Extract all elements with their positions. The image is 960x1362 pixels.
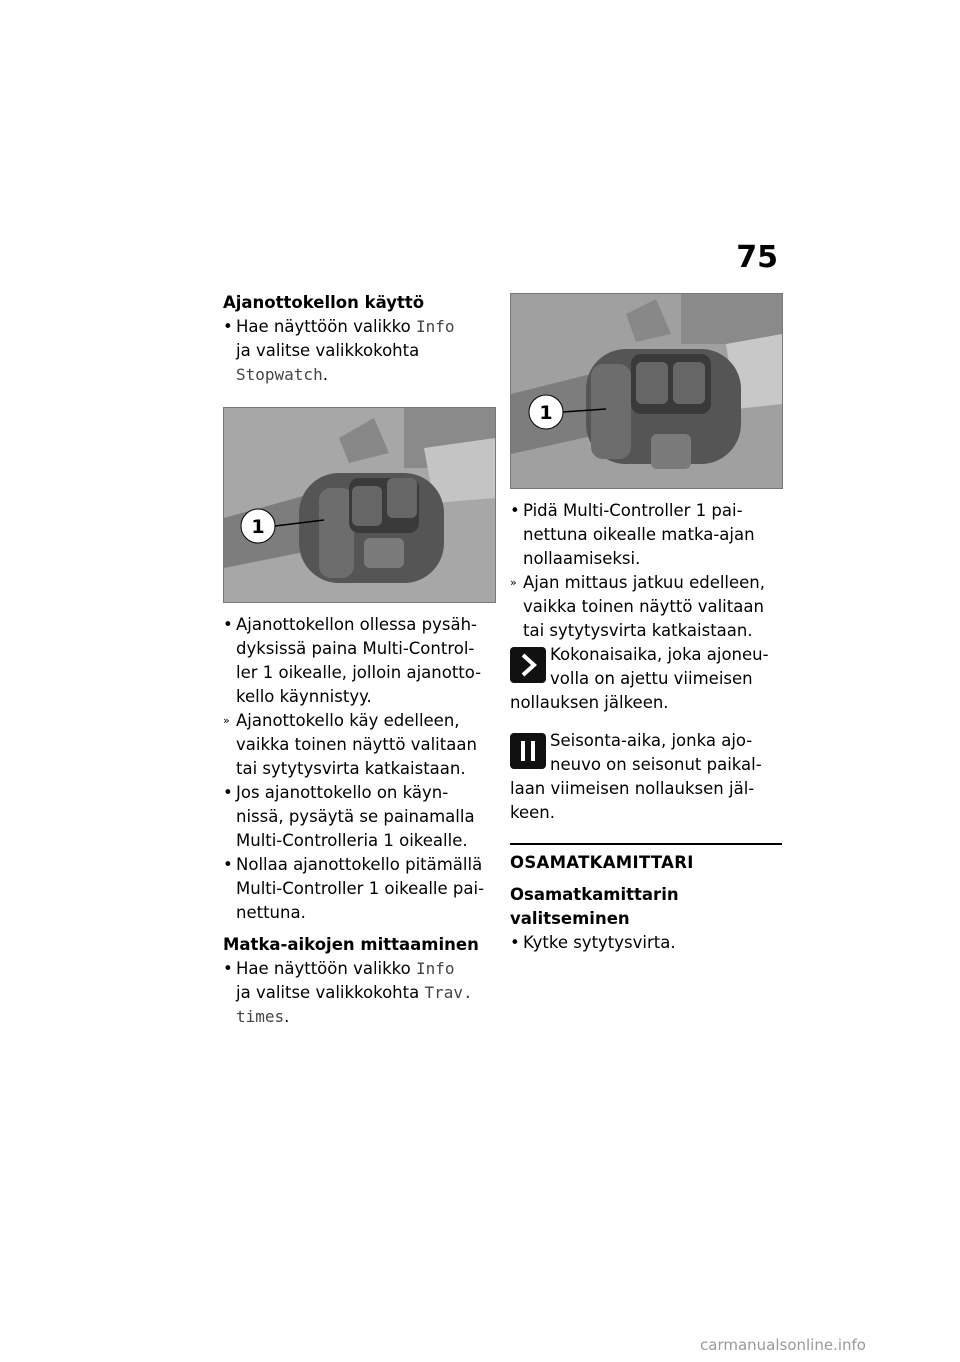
watermark-footer: carmanualsonline.info bbox=[700, 1336, 866, 1354]
sub-heading: Osamatkamittarin valitseminen bbox=[510, 885, 679, 928]
left-bullet-list bbox=[223, 613, 495, 925]
step-ignition: • Kytke sytytysvirta. bbox=[510, 933, 676, 952]
right-bullet-list bbox=[510, 499, 782, 643]
bullet-item: • Pidä Multi-Controller 1 pai- nettuna oikealle matka-ajan nollaamiseksi. bbox=[510, 501, 755, 568]
step-open-stopwatch: • Hae näyttöön valikko Info ja valitse valikkokohta Stopwatch. bbox=[223, 317, 455, 384]
bullet-item: • Jos ajanottokello on käyn- nissä, pysäytä se painamalla Multi-Controlleria 1 oikealle. bbox=[223, 783, 475, 850]
left-column bbox=[223, 291, 495, 1029]
step-open-travel-times: • Hae näyttöön valikko Info ja valitse valikkokohta Trav. times. bbox=[223, 959, 473, 1026]
standstill-time-note: Seisonta-aika, jonka ajo- neuvo on seisonut paikal- laan viimeisen nollauksen jäl- keen. bbox=[510, 731, 762, 822]
right-column bbox=[510, 291, 782, 955]
section-title: OSAMATKAMITTARI bbox=[510, 853, 694, 872]
result-item: » Ajan mittaus jatkuu edelleen, vaikka toinen näyttö valitaan tai sytytysvirta katkaistaan. bbox=[510, 573, 766, 640]
heading-stopwatch: Ajanottokellon käyttö bbox=[223, 293, 425, 312]
heading-travel-times: Matka-aikojen mittaaminen bbox=[223, 935, 479, 954]
handlebar-photo-right bbox=[510, 293, 783, 489]
bullet-item: • Ajanottokellon ollessa pysäh- dyksissä paina Multi-Control- ler 1 oikealle, jolloin ajanotto- kello käynnistyy. bbox=[223, 615, 482, 706]
total-time-note: Kokonaisaika, joka ajoneu- volla on ajettu viimeisen nollauksen jälkeen. bbox=[510, 645, 769, 712]
handlebar-photo-left bbox=[223, 407, 496, 603]
pause-icon bbox=[510, 733, 546, 769]
page-number: 75 bbox=[736, 240, 778, 275]
section-divider bbox=[510, 843, 782, 845]
callout-1-right: 1 bbox=[539, 402, 553, 424]
play-icon bbox=[510, 647, 546, 683]
result-item: » Ajanottokello käy edelleen, vaikka toinen näyttö valitaan tai sytytysvirta katkaistaan. bbox=[223, 711, 477, 778]
bullet-item: • Nollaa ajanottokello pitämällä Multi-Controller 1 oikealle pai- nettuna. bbox=[223, 855, 485, 922]
callout-1: 1 bbox=[251, 516, 265, 538]
handlebar-illustration-right bbox=[511, 294, 782, 488]
handlebar-illustration bbox=[224, 408, 495, 602]
